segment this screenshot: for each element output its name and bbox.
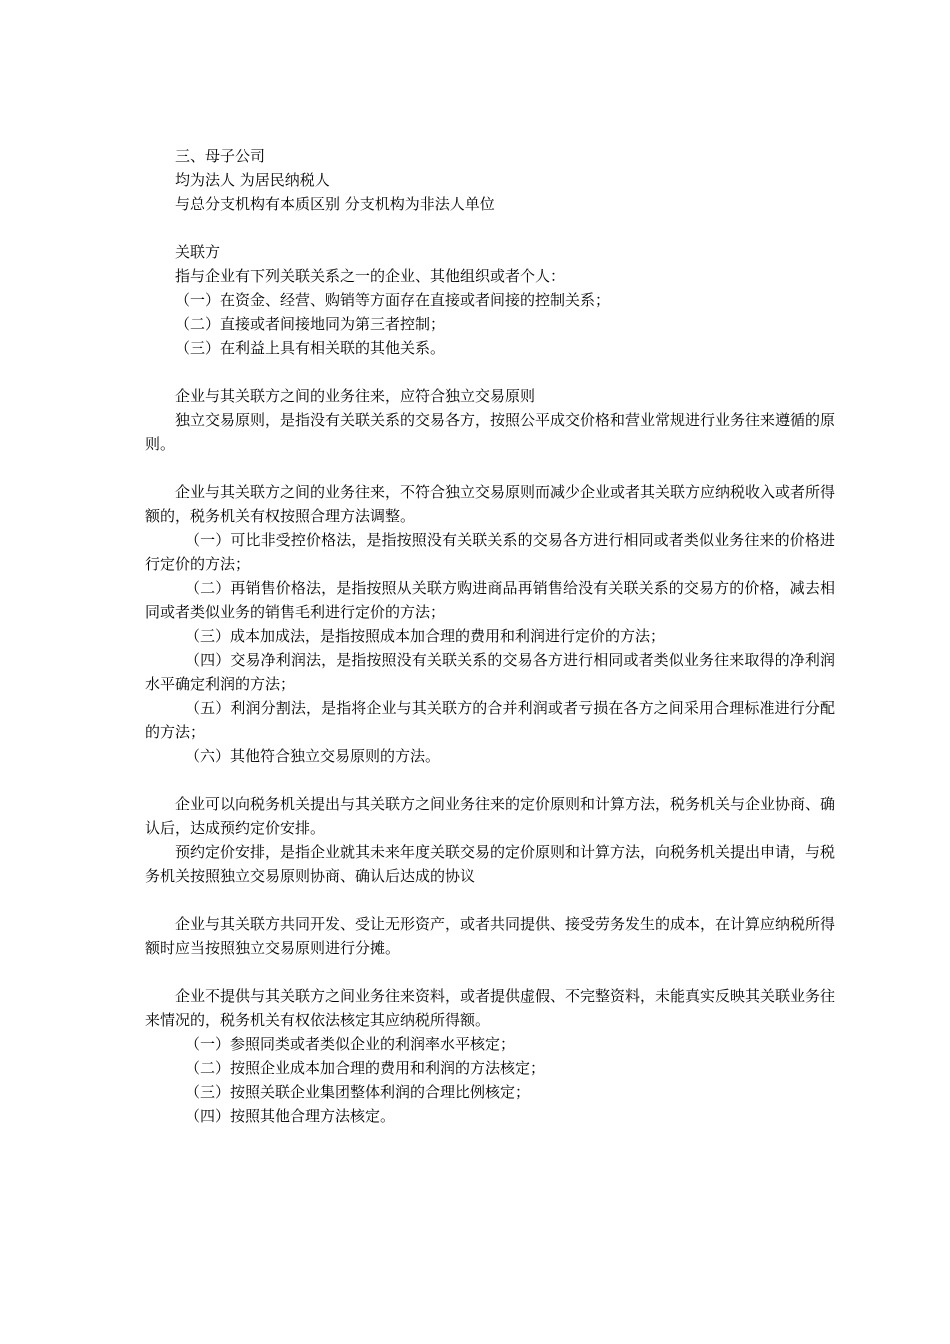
paragraph: （五）利润分割法，是指将企业与其关联方的合并利润或者亏损在各方之间采用合理标准进行分配的方法； <box>145 699 835 741</box>
paragraph: （三）按照关联企业集团整体利润的合理比例核定； <box>185 1083 531 1101</box>
paragraph: （四）按照其他合理方法核定。 <box>185 1107 396 1125</box>
paragraph: 与总分支机构有本质区别 分支机构为非法人单位 <box>175 195 495 213</box>
paragraph: 指与企业有下列关联关系之一的企业、其他组织或者个人： <box>175 267 566 285</box>
paragraph: （三）成本加成法，是指按照成本加合理的费用和利润进行定价的方法； <box>185 627 666 645</box>
paragraph: （三）在利益上具有相关联的其他关系。 <box>175 339 446 357</box>
paragraph: （二）按照企业成本加合理的费用和利润的方法核定； <box>185 1059 546 1077</box>
paragraph: 预约定价安排，是指企业就其未来年度关联交易的定价原则和计算方法，向税务机关提出申请，与税务机关按照独立交易原则协商、确认后达成的协议 <box>145 843 836 885</box>
paragraph: 三、母子公司 <box>175 147 266 165</box>
paragraph: （二）再销售价格法，是指按照从关联方购进商品再销售给没有关联关系的交易方的价格，减去相同或者类似业务的销售毛利进行定价的方法； <box>145 579 835 621</box>
paragraph: 独立交易原则，是指没有关联关系的交易各方，按照公平成交价格和营业常规进行业务往来遵循的原则。 <box>145 411 836 453</box>
paragraph: 关联方 <box>175 243 221 261</box>
paragraph: 企业与其关联方之间的业务往来，不符合独立交易原则而减少企业或者其关联方应纳税收入或者所得额的，税务机关有权按照合理方法调整。 <box>145 483 836 525</box>
paragraph: （二）直接或者间接地同为第三者控制； <box>175 315 446 333</box>
paragraph: （一）参照同类或者类似企业的利润率水平核定； <box>185 1035 516 1053</box>
paragraph: （六）其他符合独立交易原则的方法。 <box>185 747 441 765</box>
paragraph: 企业与其关联方共同开发、受让无形资产，或者共同提供、接受劳务发生的成本，在计算应纳税所得额时应当按照独立交易原则进行分摊。 <box>145 915 836 957</box>
paragraph: （一）在资金、经营、购销等方面存在直接或者间接的控制关系； <box>175 291 611 309</box>
paragraph: （四）交易净利润法，是指按照没有关联关系的交易各方进行相同或者类似业务往来取得的净利润水平确定利润的方法； <box>145 651 835 693</box>
paragraph: 企业与其关联方之间的业务往来，应符合独立交易原则 <box>175 387 536 405</box>
paragraph: 企业可以向税务机关提出与其关联方之间业务往来的定价原则和计算方法，税务机关与企业协商、确认后，达成预约定价安排。 <box>145 795 836 837</box>
document-body <box>145 144 835 1128</box>
paragraph: 均为法人 为居民纳税人 <box>175 171 330 189</box>
paragraph: 企业不提供与其关联方之间业务往来资料，或者提供虚假、不完整资料，未能真实反映其关联业务往来情况的，税务机关有权依法核定其应纳税所得额。 <box>145 987 836 1029</box>
paragraph: （一）可比非受控价格法，是指按照没有关联关系的交易各方进行相同或者类似业务往来的价格进行定价的方法； <box>145 531 835 573</box>
